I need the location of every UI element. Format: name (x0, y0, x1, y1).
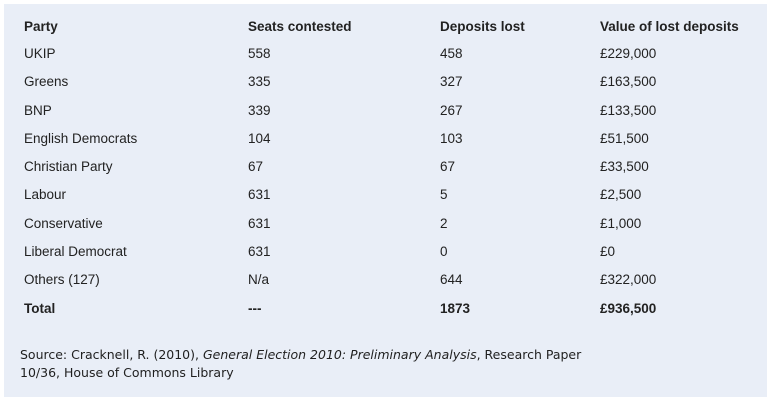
seats-cell: N/a (248, 272, 270, 288)
deposits-cell: 67 (440, 159, 456, 175)
party-cell: Conservative (24, 215, 103, 231)
party-cell: English Democrats (24, 130, 138, 146)
header-seats-contested: Seats contested (248, 19, 352, 34)
deposits-cell: 644 (440, 272, 463, 288)
table-row (4, 40, 767, 68)
total-deposits: 1873 (440, 300, 471, 316)
source-suffix: , Research Paper 10/36, House of Commons Library (20, 347, 582, 380)
table-row (4, 266, 767, 294)
value-cell: £322,000 (600, 272, 657, 288)
deposits-cell: 2 (440, 215, 448, 231)
table-total-row (4, 295, 767, 323)
seats-cell: 631 (248, 244, 271, 260)
seats-cell: 631 (248, 187, 271, 203)
header-deposits-lost: Deposits lost (440, 19, 525, 34)
seats-cell: 104 (248, 130, 271, 146)
source-prefix: Source: Cracknell, R. (2010), (20, 347, 203, 362)
seats-cell: 339 (248, 102, 271, 118)
value-cell: £2,500 (600, 187, 642, 203)
deposits-cell: 458 (440, 46, 463, 61)
table-row (4, 238, 767, 266)
value-cell: £33,500 (600, 159, 649, 175)
value-cell: £163,500 (600, 74, 657, 90)
table-row (4, 125, 767, 153)
party-cell: Christian Party (24, 159, 113, 175)
party-cell: Others (127) (24, 272, 100, 288)
seats-cell: 631 (248, 215, 271, 231)
total-label: Total (24, 300, 56, 316)
seats-cell: 67 (248, 159, 264, 175)
deposits-cell: 0 (440, 244, 448, 260)
source-title: General Election 2010: Preliminary Analysis (202, 347, 477, 362)
value-cell: £133,500 (600, 102, 657, 118)
deposits-table (4, 4, 767, 323)
table-row (4, 153, 767, 181)
value-cell: £51,500 (600, 130, 649, 146)
table-header-row (4, 4, 767, 40)
deposits-cell: 5 (440, 187, 448, 203)
header-value-lost: Value of lost deposits (600, 19, 739, 34)
table-row (4, 68, 767, 96)
table-row (4, 181, 767, 209)
party-cell: BNP (24, 102, 52, 118)
party-cell: UKIP (24, 46, 56, 61)
table-row (4, 97, 767, 125)
value-cell: £229,000 (600, 46, 657, 61)
value-cell: £0 (600, 244, 616, 260)
party-cell: Liberal Democrat (24, 244, 127, 260)
deposits-cell: 103 (440, 130, 463, 146)
header-party: Party (24, 19, 58, 34)
deposits-cell: 327 (440, 74, 463, 90)
seats-cell: 558 (248, 46, 271, 61)
table-panel (4, 4, 767, 397)
party-cell: Labour (24, 187, 67, 203)
value-cell: £1,000 (600, 215, 642, 231)
deposits-cell: 267 (440, 102, 463, 118)
total-value: £936,500 (600, 300, 657, 316)
seats-cell: 335 (248, 74, 271, 90)
table-row (4, 210, 767, 238)
source-citation (20, 346, 620, 382)
party-cell: Greens (24, 74, 69, 90)
total-seats: --- (248, 300, 262, 316)
